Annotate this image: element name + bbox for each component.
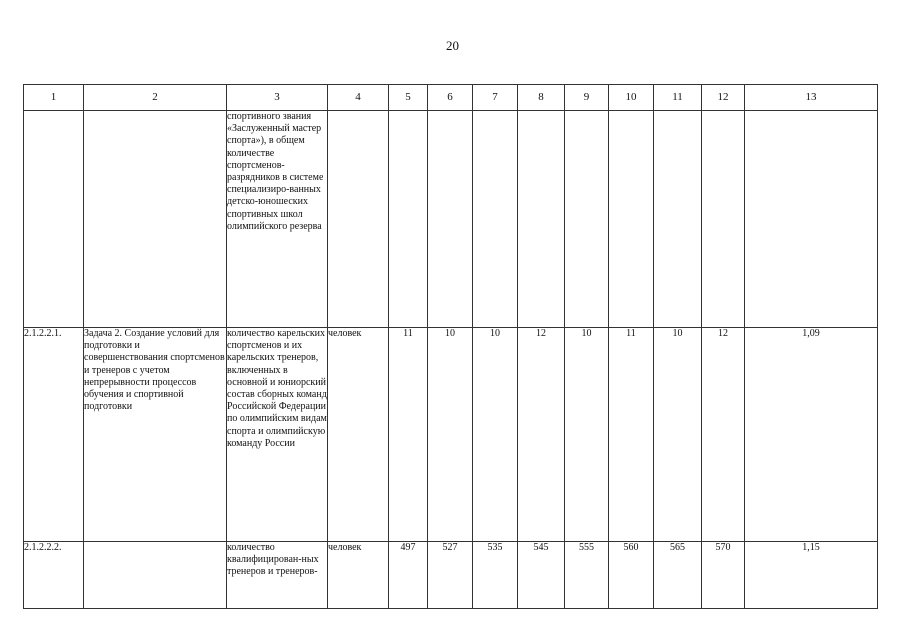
row-task: Задача 2. Создание условий для подготовки и совершенствования спортсменов и тренеров с учетом непрерывности процессов обучения и спортивной подготовки [84,328,227,542]
row-unit: человек [328,328,389,542]
table-row [24,542,878,609]
row-value: 11 [609,328,654,542]
row-indicator: количество карельских спортсменов и их карельских тренеров, включенных в основной и юниорский состав сборных команд Российской Федерации по олимпийским видам спорта и олимпийскую команду России [227,328,328,542]
row-value [609,111,654,328]
header-cell: 6 [428,85,473,111]
header-cell: 11 [654,85,702,111]
header-cell: 13 [745,85,878,111]
row-indicator: спортивного звания «Заслуженный мастер спорта»), в общем количестве спортсменов-разрядников в системе специализиро-ванных детско-юношеских спортивных школ олимпийского резерва [227,111,328,328]
row-value: 560 [609,542,654,609]
row-value [518,111,565,328]
row-value: 527 [428,542,473,609]
row-code [24,111,84,328]
row-value: 10 [473,328,518,542]
row-value [654,111,702,328]
table-header-row [24,85,878,111]
header-cell: 4 [328,85,389,111]
row-code: 2.1.2.2.2. [24,542,84,609]
row-value: 12 [518,328,565,542]
row-value: 497 [389,542,428,609]
row-unit [328,111,389,328]
indicator-table [23,84,878,609]
header-cell: 1 [24,85,84,111]
row-value [565,111,609,328]
row-value: 10 [654,328,702,542]
header-cell: 2 [84,85,227,111]
row-value [473,111,518,328]
row-value: 11 [389,328,428,542]
row-ratio [745,111,878,328]
row-value [428,111,473,328]
row-value: 10 [565,328,609,542]
row-value: 545 [518,542,565,609]
row-value: 570 [702,542,745,609]
row-value: 565 [654,542,702,609]
row-task [84,111,227,328]
row-value: 10 [428,328,473,542]
row-task [84,542,227,609]
row-value: 555 [565,542,609,609]
row-ratio: 1,09 [745,328,878,542]
page-number: 20 [446,38,459,53]
row-value: 12 [702,328,745,542]
header-cell: 12 [702,85,745,111]
table-row [24,111,878,328]
row-value [389,111,428,328]
table-row [24,328,878,542]
row-code: 2.1.2.2.1. [24,328,84,542]
header-cell: 7 [473,85,518,111]
header-cell: 3 [227,85,328,111]
header-cell: 5 [389,85,428,111]
row-indicator: количество квалифицирован-ных тренеров и тренеров- [227,542,328,609]
row-ratio: 1,15 [745,542,878,609]
header-cell: 9 [565,85,609,111]
header-cell: 8 [518,85,565,111]
row-unit: человек [328,542,389,609]
row-value: 535 [473,542,518,609]
header-cell: 10 [609,85,654,111]
row-value [702,111,745,328]
